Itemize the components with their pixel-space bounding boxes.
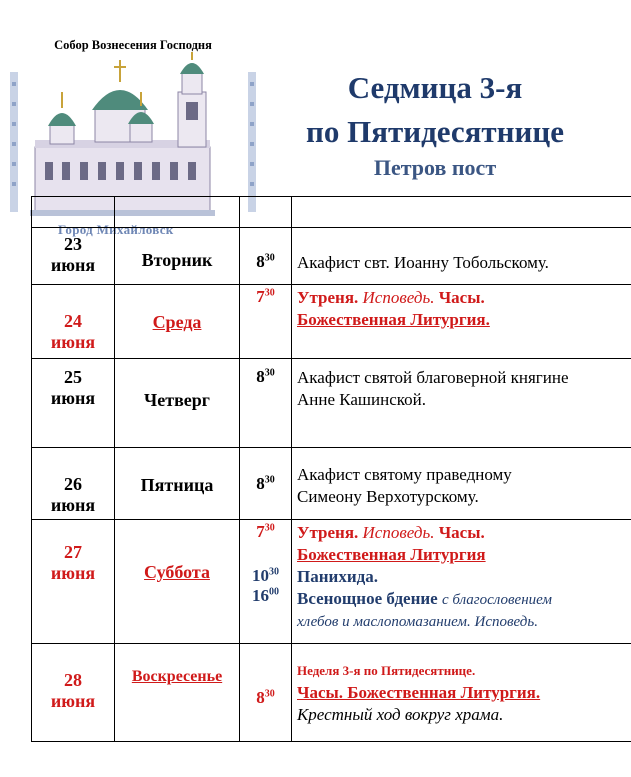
service-cell — [292, 644, 631, 742]
date-number: 28 — [64, 670, 82, 690]
day-name: Вторник — [141, 250, 213, 270]
time-cell — [240, 359, 292, 448]
day-cell — [115, 285, 240, 359]
day-name: Воскресенье — [131, 668, 223, 685]
service-cell — [292, 520, 631, 644]
service-text: хлебов и маслопомазанием. Исповедь. — [297, 614, 538, 630]
service-time: $10^{30}$ — [252, 566, 279, 585]
header-cell — [115, 197, 240, 228]
service-text: Неделя 3-я по Пятидесятнице. — [297, 663, 476, 678]
date-month: июня — [50, 691, 96, 711]
service-text: Акафист святому праведному — [297, 465, 512, 484]
day-name: Суббота — [144, 562, 210, 582]
time-cell — [240, 644, 292, 742]
date-cell — [32, 520, 115, 644]
table-row — [32, 448, 631, 520]
page-title-line2: по Пятидесятнице — [305, 114, 564, 149]
time-cell — [240, 228, 292, 285]
service-text: Акафист святой благоверной княгине — [297, 368, 569, 387]
header-cell — [292, 197, 631, 228]
service-time: $8^{30}$ — [256, 474, 275, 493]
logo-city: Город Михайловск — [58, 222, 174, 237]
date-cell — [32, 359, 115, 448]
service-time: $7^{30}$ — [256, 522, 275, 541]
service-cell — [292, 359, 631, 448]
header-cell — [32, 197, 115, 228]
date-cell — [32, 448, 115, 520]
day-cell — [115, 448, 240, 520]
date-cell — [32, 228, 115, 285]
service-time: $8^{30}$ — [256, 367, 275, 386]
page-title-line1: Седмица 3-я — [347, 70, 523, 105]
day-cell — [115, 644, 240, 742]
time-cell — [240, 448, 292, 520]
date-number: 27 — [64, 542, 82, 562]
date-cell — [32, 285, 115, 359]
date-number: 23 — [64, 234, 82, 254]
service-text: Крестный ход вокруг храма. — [297, 705, 504, 724]
table-header-row — [32, 197, 631, 228]
page-subtitle: Петров пост — [373, 155, 497, 180]
cathedral-logo — [10, 30, 256, 237]
date-month: июня — [50, 332, 96, 352]
service-text: Акафист свт. Иоанну Тобольскому. — [297, 253, 549, 272]
table-row — [32, 228, 631, 285]
service-text: Анне Кашинской. — [297, 390, 427, 409]
header-cell — [240, 197, 292, 228]
logo-title: Собор Вознесения Господня — [54, 38, 212, 52]
day-name: Пятница — [140, 475, 214, 495]
date-month: июня — [50, 563, 96, 583]
date-number: 26 — [64, 474, 82, 494]
day-name: Четверг — [144, 390, 210, 410]
day-cell — [115, 359, 240, 448]
date-number: 25 — [64, 367, 82, 387]
service-cell — [292, 228, 631, 285]
service-text: Часы. Божественная Литургия. — [297, 683, 541, 702]
service-text: Всенощное бдение с благословением — [297, 589, 552, 608]
service-text: Утреня. Исповедь. Часы. — [297, 523, 485, 542]
table-row — [32, 644, 631, 742]
service-time: $8^{30}$ — [256, 252, 275, 271]
service-time: $7^{30}$ — [256, 287, 275, 306]
table-row — [32, 285, 631, 359]
service-text: Божественная Литургия — [297, 545, 486, 564]
service-cell — [292, 285, 631, 359]
schedule-table — [31, 196, 631, 742]
day-cell — [115, 520, 240, 644]
time-cell — [240, 520, 292, 644]
date-month: июня — [50, 255, 96, 275]
service-text: Утреня. Исповедь. Часы. — [297, 288, 485, 307]
service-time: $8^{30}$ — [256, 688, 275, 707]
date-month: июня — [50, 495, 96, 515]
table-row — [32, 359, 631, 448]
time-cell — [240, 285, 292, 359]
service-text: Панихида. — [297, 567, 378, 586]
date-month: июня — [50, 388, 96, 408]
service-cell — [292, 448, 631, 520]
date-cell — [32, 644, 115, 742]
table-row — [32, 520, 631, 644]
day-cell — [115, 228, 240, 285]
date-number: 24 — [64, 311, 82, 331]
service-text: Симеону Верхотурскому. — [297, 487, 479, 506]
service-text: Божественная Литургия. — [297, 310, 490, 329]
day-name: Среда — [152, 312, 202, 332]
service-time: $16^{00}$ — [252, 586, 279, 605]
